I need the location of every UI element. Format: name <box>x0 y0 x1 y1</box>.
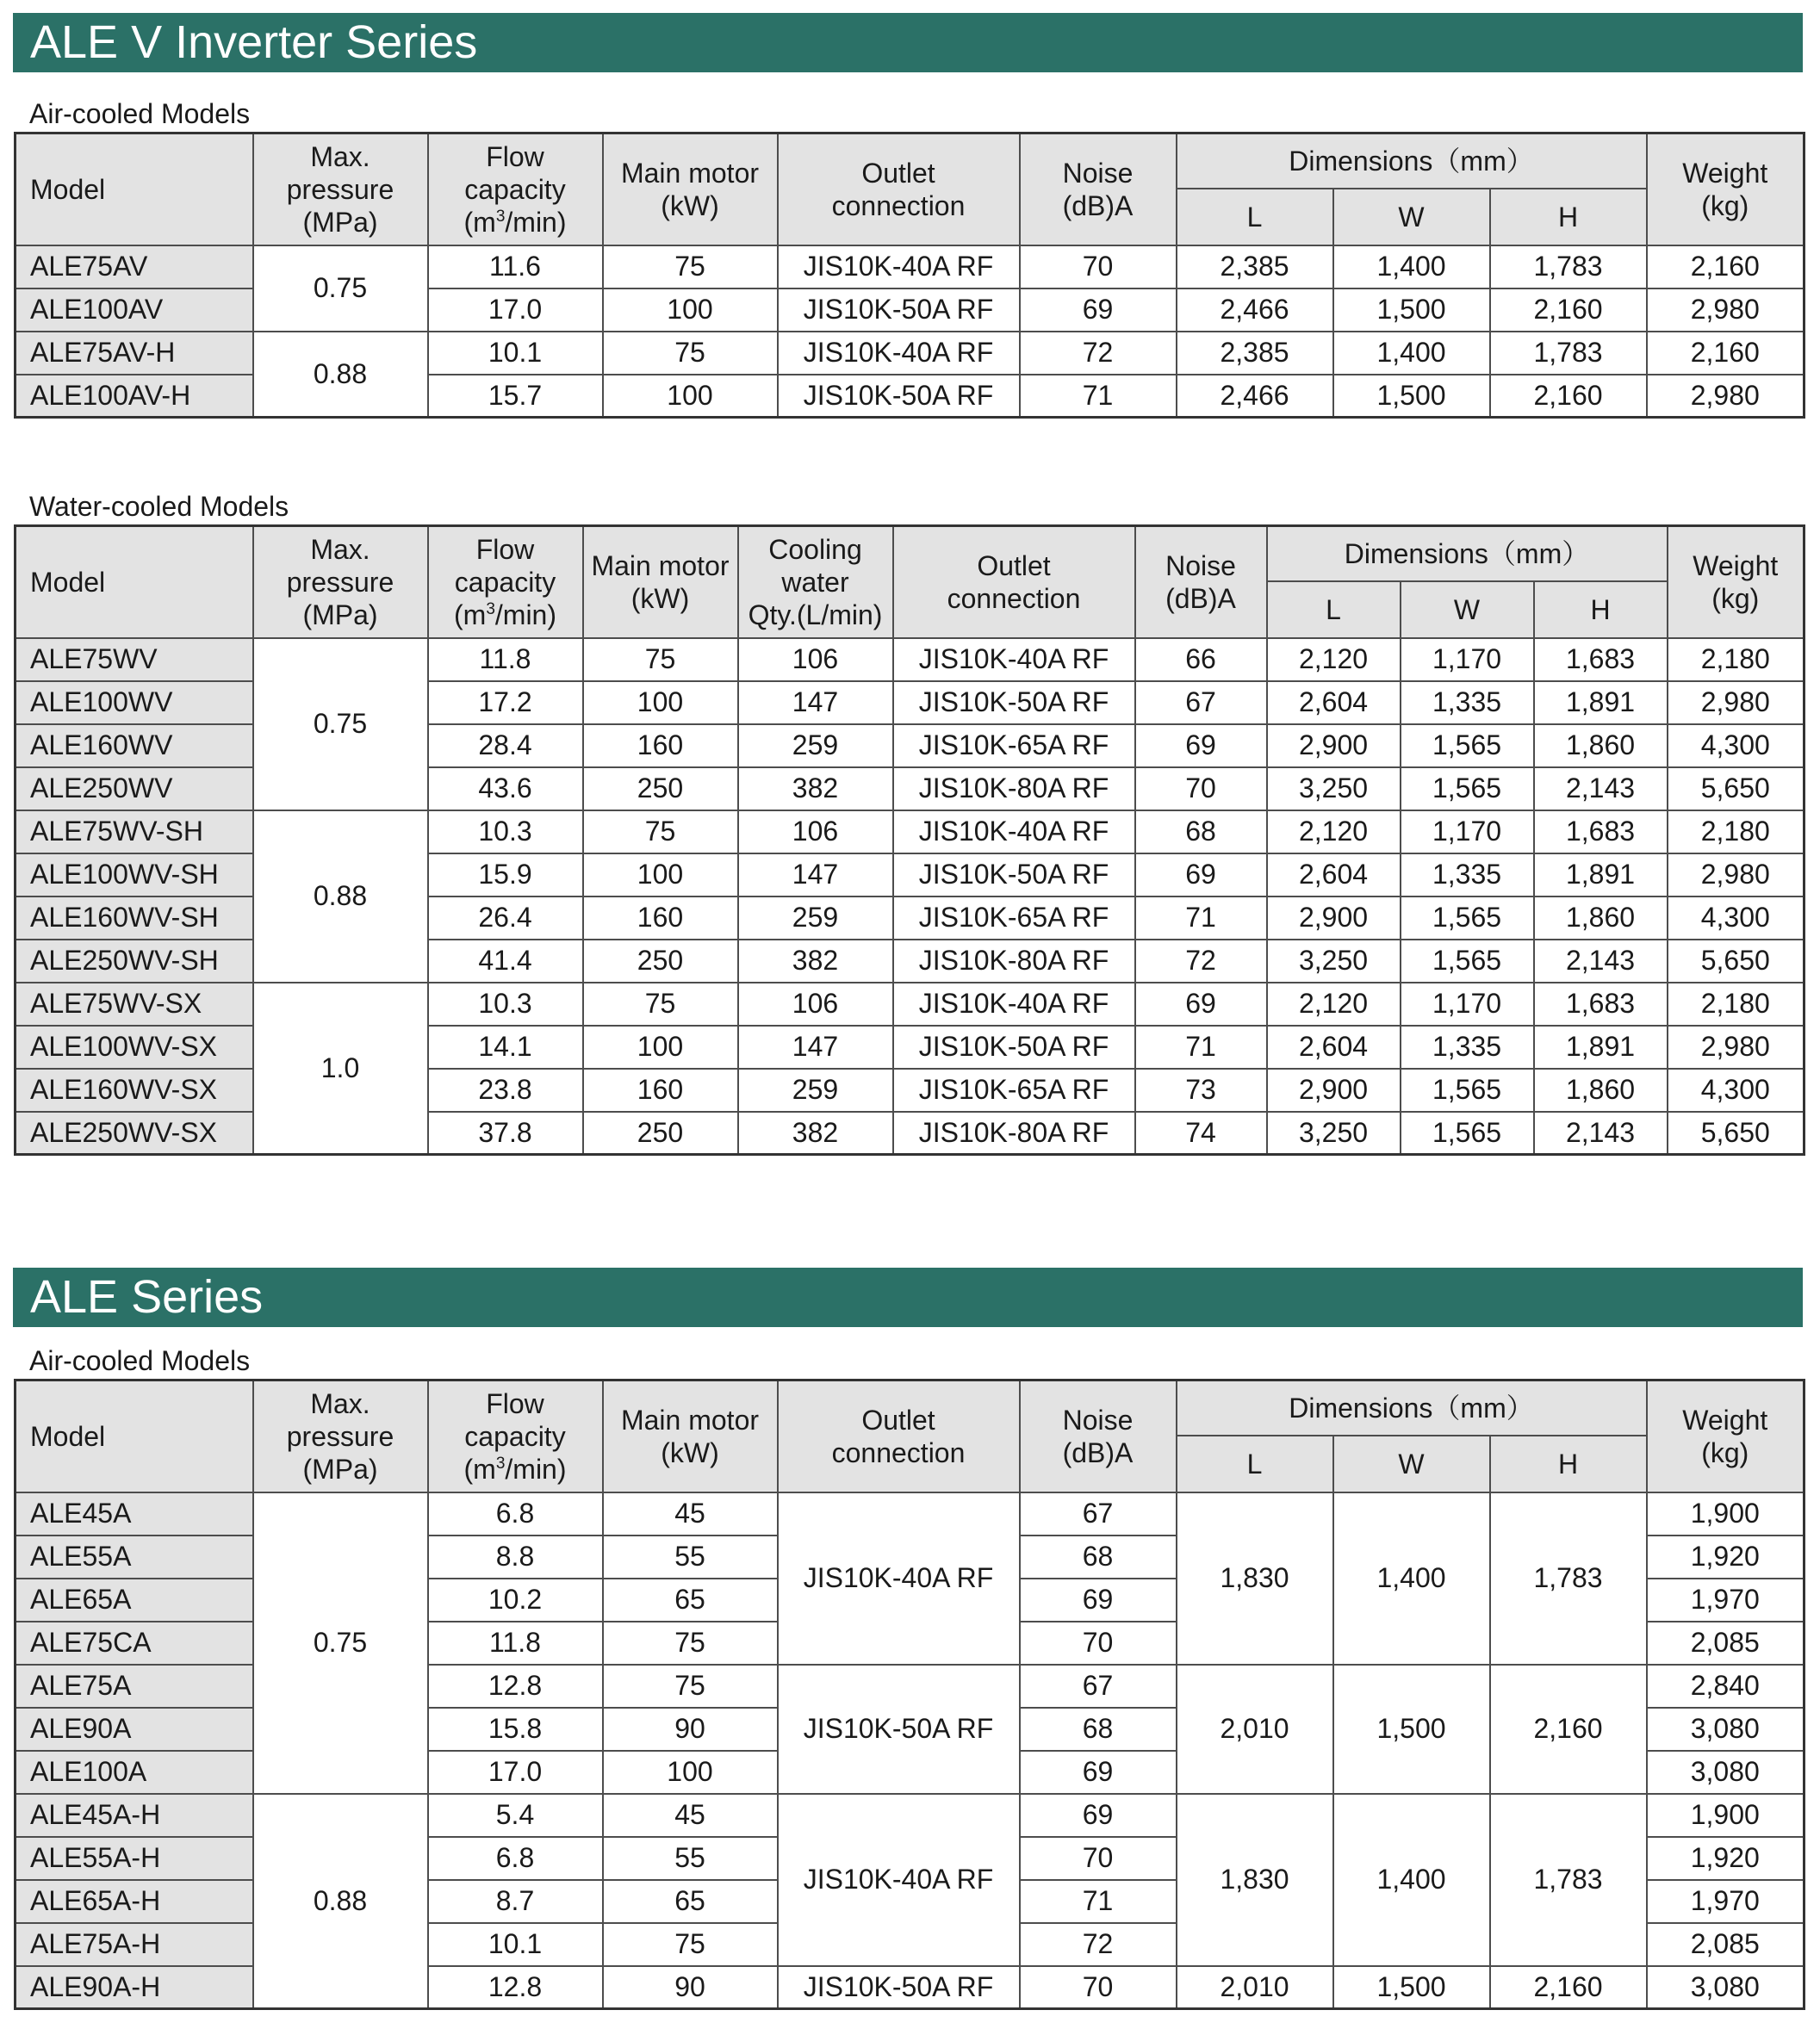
dim-l-cell: 2,466 <box>1177 288 1333 332</box>
noise-cell: 70 <box>1020 1622 1177 1665</box>
flow-cell: 10.1 <box>428 1923 603 1966</box>
dim-h-cell: 1,783 <box>1490 332 1647 375</box>
header-main-motor: Main motor (kW) <box>603 133 778 245</box>
flow-cell: 5.4 <box>428 1794 603 1837</box>
header-dimensions: Dimensions（mm） <box>1177 1380 1647 1436</box>
noise-cell: 69 <box>1135 724 1267 767</box>
header-noise: Noise (dB)A <box>1020 1380 1177 1492</box>
outlet-cell: JIS10K-40A RF <box>893 638 1135 681</box>
flow-cell: 43.6 <box>428 767 583 810</box>
dim-h-cell: 1,683 <box>1534 983 1668 1026</box>
dim-w-cell: 1,565 <box>1401 897 1534 940</box>
dim-h-cell: 2,143 <box>1534 767 1668 810</box>
weight-cell: 1,900 <box>1647 1794 1804 1837</box>
model-cell: ALE160WV-SX <box>16 1069 253 1112</box>
outlet-cell: JIS10K-40A RF <box>778 245 1020 288</box>
noise-cell: 66 <box>1135 638 1267 681</box>
dim-w-cell: 1,565 <box>1401 1069 1534 1112</box>
dim-h-cell: 1,891 <box>1534 853 1668 897</box>
motor-cell: 75 <box>603 332 778 375</box>
table-row <box>16 983 1804 1026</box>
flow-cell: 11.8 <box>428 638 583 681</box>
header-dimensions: Dimensions（mm） <box>1177 133 1647 189</box>
model-cell: ALE75A <box>16 1665 253 1708</box>
dim-l-cell: 2,900 <box>1267 897 1401 940</box>
subtitle-inverter-air: Air-cooled Models <box>29 98 251 129</box>
flow-cell: 26.4 <box>428 897 583 940</box>
noise-cell: 71 <box>1135 1026 1267 1069</box>
noise-cell: 73 <box>1135 1069 1267 1112</box>
model-cell: ALE75A-H <box>16 1923 253 1966</box>
noise-cell: 72 <box>1020 332 1177 375</box>
dim-h-cell: 1,683 <box>1534 810 1668 853</box>
weight-cell: 2,840 <box>1647 1665 1804 1708</box>
motor-cell: 90 <box>603 1966 778 2009</box>
flow-cell: 37.8 <box>428 1112 583 1155</box>
max-pressure-cell: 0.88 <box>253 810 428 983</box>
flow-cell: 15.9 <box>428 853 583 897</box>
header-dim-l: L <box>1177 1436 1333 1492</box>
weight-cell: 5,650 <box>1668 767 1804 810</box>
outlet-cell: JIS10K-80A RF <box>893 1112 1135 1155</box>
header-dim-l: L <box>1267 581 1401 638</box>
outlet-cell: JIS10K-50A RF <box>778 375 1020 418</box>
motor-cell: 45 <box>603 1492 778 1536</box>
table-row <box>16 810 1804 853</box>
header-dim-h: H <box>1490 1436 1647 1492</box>
noise-cell: 70 <box>1135 767 1267 810</box>
dim-h-cell: 1,683 <box>1534 638 1668 681</box>
header-outlet-connection: Outlet connection <box>893 526 1135 638</box>
dim-w-cell: 1,335 <box>1401 1026 1534 1069</box>
dim-h-cell: 1,860 <box>1534 724 1668 767</box>
table-body <box>16 245 1804 418</box>
flow-cell: 23.8 <box>428 1069 583 1112</box>
model-cell: ALE100AV <box>16 288 253 332</box>
weight-cell: 2,180 <box>1668 638 1804 681</box>
table-row <box>16 1794 1804 1837</box>
cooling-water-cell: 147 <box>738 1026 893 1069</box>
dim-w-cell: 1,170 <box>1401 810 1534 853</box>
weight-cell: 1,970 <box>1647 1880 1804 1923</box>
dim-h-cell: 2,160 <box>1490 1966 1647 2009</box>
noise-cell: 67 <box>1135 681 1267 724</box>
cooling-water-cell: 147 <box>738 853 893 897</box>
motor-cell: 250 <box>583 767 738 810</box>
cooling-water-cell: 382 <box>738 940 893 983</box>
max-pressure-cell: 0.88 <box>253 332 428 418</box>
motor-cell: 65 <box>603 1880 778 1923</box>
dim-l-cell: 2,604 <box>1267 853 1401 897</box>
noise-cell: 70 <box>1020 245 1177 288</box>
flow-cell: 17.0 <box>428 1751 603 1794</box>
header-outlet-connection: Outlet connection <box>778 1380 1020 1492</box>
header-max-pressure: Max. pressure (MPa) <box>253 133 428 245</box>
dim-h-cell: 1,783 <box>1490 245 1647 288</box>
dim-l-cell: 3,250 <box>1267 940 1401 983</box>
motor-cell: 45 <box>603 1794 778 1837</box>
cooling-water-cell: 259 <box>738 1069 893 1112</box>
weight-cell: 5,650 <box>1668 940 1804 983</box>
flow-cell: 12.8 <box>428 1665 603 1708</box>
header-flow-capacity: Flow capacity $(m^3/\min)$ <box>428 1380 603 1492</box>
motor-cell: 160 <box>583 897 738 940</box>
model-cell: ALE90A <box>16 1708 253 1751</box>
dim-w-cell: 1,565 <box>1401 767 1534 810</box>
motor-cell: 250 <box>583 1112 738 1155</box>
dim-l-cell: 2,010 <box>1177 1665 1333 1794</box>
subtitle-inverter-water: Water-cooled Models <box>29 491 289 522</box>
max-pressure-cell: 0.75 <box>253 638 428 810</box>
outlet-cell: JIS10K-50A RF <box>893 853 1135 897</box>
header-dim-l: L <box>1177 189 1333 245</box>
weight-cell: 1,920 <box>1647 1837 1804 1880</box>
dim-l-cell: 2,120 <box>1267 983 1401 1026</box>
motor-cell: 75 <box>583 810 738 853</box>
table-row <box>16 332 1804 375</box>
model-cell: ALE160WV-SH <box>16 897 253 940</box>
max-pressure-cell: 0.88 <box>253 1794 428 2009</box>
dim-l-cell: 3,250 <box>1267 1112 1401 1155</box>
header-weight: Weight (kg) <box>1647 133 1804 245</box>
header-outlet-connection: Outlet connection <box>778 133 1020 245</box>
flow-cell: 8.8 <box>428 1536 603 1579</box>
flow-cell: 8.7 <box>428 1880 603 1923</box>
model-cell: ALE75WV <box>16 638 253 681</box>
motor-cell: 100 <box>603 288 778 332</box>
dim-l-cell: 3,250 <box>1267 767 1401 810</box>
outlet-cell: JIS10K-80A RF <box>893 940 1135 983</box>
dim-h-cell: 2,160 <box>1490 288 1647 332</box>
spec-table-inverter-water <box>14 524 1805 1156</box>
outlet-cell: JIS10K-50A RF <box>778 1665 1020 1794</box>
table-body <box>16 638 1804 1155</box>
dim-l-cell: 1,830 <box>1177 1492 1333 1665</box>
table-body <box>16 1492 1804 2009</box>
cooling-water-cell: 259 <box>738 724 893 767</box>
header-dim-w: W <box>1333 189 1490 245</box>
outlet-cell: JIS10K-65A RF <box>893 897 1135 940</box>
dim-l-cell: 2,010 <box>1177 1966 1333 2009</box>
motor-cell: 55 <box>603 1837 778 1880</box>
model-cell: ALE75AV <box>16 245 253 288</box>
flow-cell: 10.3 <box>428 983 583 1026</box>
dim-h-cell: 1,891 <box>1534 1026 1668 1069</box>
dim-l-cell: 2,385 <box>1177 245 1333 288</box>
dim-w-cell: 1,500 <box>1333 375 1490 418</box>
flow-cell: 10.2 <box>428 1579 603 1622</box>
dim-w-cell: 1,565 <box>1401 724 1534 767</box>
dim-h-cell: 2,143 <box>1534 940 1668 983</box>
model-cell: ALE250WV-SH <box>16 940 253 983</box>
model-cell: ALE160WV <box>16 724 253 767</box>
noise-cell: 68 <box>1020 1708 1177 1751</box>
table-row <box>16 245 1804 288</box>
model-cell: ALE55A <box>16 1536 253 1579</box>
subtitle-ale-air: Air-cooled Models <box>29 1345 251 1376</box>
model-cell: ALE100AV-H <box>16 375 253 418</box>
max-pressure-cell: 1.0 <box>253 983 428 1155</box>
max-pressure-cell: 0.75 <box>253 1492 428 1794</box>
noise-cell: 71 <box>1135 897 1267 940</box>
flow-cell: 10.1 <box>428 332 603 375</box>
section-title-inverter: ALE V Inverter Series <box>13 13 1803 72</box>
cooling-water-cell: 106 <box>738 638 893 681</box>
cooling-water-cell: 106 <box>738 810 893 853</box>
header-model: Model <box>16 133 253 245</box>
outlet-cell: JIS10K-80A RF <box>893 767 1135 810</box>
header-dim-h: H <box>1534 581 1668 638</box>
header-main-motor: Main motor (kW) <box>603 1380 778 1492</box>
motor-cell: 75 <box>603 1622 778 1665</box>
motor-cell: 160 <box>583 724 738 767</box>
dim-l-cell: 2,900 <box>1267 1069 1401 1112</box>
weight-cell: 2,180 <box>1668 983 1804 1026</box>
outlet-cell: JIS10K-40A RF <box>778 1794 1020 1966</box>
weight-cell: 2,160 <box>1647 332 1804 375</box>
weight-cell: 1,970 <box>1647 1579 1804 1622</box>
dim-h-cell: 2,160 <box>1490 1665 1647 1794</box>
dim-w-cell: 1,565 <box>1401 940 1534 983</box>
noise-cell: 74 <box>1135 1112 1267 1155</box>
dim-w-cell: 1,400 <box>1333 1492 1490 1665</box>
model-cell: ALE45A <box>16 1492 253 1536</box>
outlet-cell: JIS10K-50A RF <box>893 1026 1135 1069</box>
table-row <box>16 1492 1804 1536</box>
motor-cell: 100 <box>603 1751 778 1794</box>
header-max-pressure: Max. pressure (MPa) <box>253 1380 428 1492</box>
header-model: Model <box>16 526 253 638</box>
outlet-cell: JIS10K-40A RF <box>893 810 1135 853</box>
header-flow-capacity: Flow capacity $(m^3/\min)$ <box>428 526 583 638</box>
noise-cell: 72 <box>1135 940 1267 983</box>
model-cell: ALE75AV-H <box>16 332 253 375</box>
noise-cell: 69 <box>1020 1579 1177 1622</box>
outlet-cell: JIS10K-50A RF <box>778 1966 1020 2009</box>
section-title-ale: ALE Series <box>13 1268 1803 1327</box>
cooling-water-cell: 382 <box>738 1112 893 1155</box>
dim-h-cell: 1,783 <box>1490 1492 1647 1665</box>
header-model: Model <box>16 1380 253 1492</box>
flow-cell: 11.8 <box>428 1622 603 1665</box>
motor-cell: 65 <box>603 1579 778 1622</box>
model-cell: ALE100WV-SX <box>16 1026 253 1069</box>
noise-cell: 67 <box>1020 1492 1177 1536</box>
weight-cell: 5,650 <box>1668 1112 1804 1155</box>
model-cell: ALE55A-H <box>16 1837 253 1880</box>
model-cell: ALE100WV <box>16 681 253 724</box>
flow-cell: 10.3 <box>428 810 583 853</box>
noise-cell: 69 <box>1020 288 1177 332</box>
dim-h-cell: 1,891 <box>1534 681 1668 724</box>
dim-l-cell: 2,120 <box>1267 810 1401 853</box>
dim-w-cell: 1,500 <box>1333 1966 1490 2009</box>
weight-cell: 3,080 <box>1647 1708 1804 1751</box>
dim-l-cell: 2,466 <box>1177 375 1333 418</box>
header-noise: Noise (dB)A <box>1135 526 1267 638</box>
weight-cell: 2,980 <box>1647 288 1804 332</box>
flow-cell: 11.6 <box>428 245 603 288</box>
flow-cell: 17.2 <box>428 681 583 724</box>
motor-cell: 100 <box>583 1026 738 1069</box>
header-weight: Weight (kg) <box>1668 526 1804 638</box>
header-cooling-water: Cooling water Qty.(L/min) <box>738 526 893 638</box>
spec-table-ale-air <box>14 1379 1805 2010</box>
flow-cell: 6.8 <box>428 1837 603 1880</box>
weight-cell: 2,980 <box>1647 375 1804 418</box>
model-cell: ALE75WV-SX <box>16 983 253 1026</box>
weight-cell: 2,085 <box>1647 1923 1804 1966</box>
noise-cell: 69 <box>1135 853 1267 897</box>
flow-cell: 28.4 <box>428 724 583 767</box>
header-weight: Weight (kg) <box>1647 1380 1804 1492</box>
weight-cell: 3,080 <box>1647 1751 1804 1794</box>
dim-h-cell: 1,783 <box>1490 1794 1647 1966</box>
dim-w-cell: 1,565 <box>1401 1112 1534 1155</box>
motor-cell: 75 <box>583 983 738 1026</box>
model-cell: ALE65A <box>16 1579 253 1622</box>
noise-cell: 71 <box>1020 375 1177 418</box>
weight-cell: 2,980 <box>1668 681 1804 724</box>
weight-cell: 3,080 <box>1647 1966 1804 2009</box>
flow-cell: 6.8 <box>428 1492 603 1536</box>
flow-cell: 15.7 <box>428 375 603 418</box>
dim-w-cell: 1,400 <box>1333 332 1490 375</box>
weight-cell: 4,300 <box>1668 897 1804 940</box>
outlet-cell: JIS10K-65A RF <box>893 1069 1135 1112</box>
model-cell: ALE90A-H <box>16 1966 253 2009</box>
dim-l-cell: 2,385 <box>1177 332 1333 375</box>
noise-cell: 69 <box>1020 1794 1177 1837</box>
dim-l-cell: 1,830 <box>1177 1794 1333 1966</box>
dim-l-cell: 2,604 <box>1267 1026 1401 1069</box>
motor-cell: 100 <box>583 681 738 724</box>
dim-h-cell: 2,160 <box>1490 375 1647 418</box>
model-cell: ALE45A-H <box>16 1794 253 1837</box>
dim-w-cell: 1,500 <box>1333 288 1490 332</box>
cooling-water-cell: 259 <box>738 897 893 940</box>
flow-cell: 17.0 <box>428 288 603 332</box>
weight-cell: 1,900 <box>1647 1492 1804 1536</box>
dim-l-cell: 2,604 <box>1267 681 1401 724</box>
header-main-motor: Main motor (kW) <box>583 526 738 638</box>
weight-cell: 2,980 <box>1668 1026 1804 1069</box>
dim-w-cell: 1,500 <box>1333 1665 1490 1794</box>
dim-w-cell: 1,335 <box>1401 681 1534 724</box>
model-cell: ALE75CA <box>16 1622 253 1665</box>
cooling-water-cell: 106 <box>738 983 893 1026</box>
motor-cell: 250 <box>583 940 738 983</box>
noise-cell: 67 <box>1020 1665 1177 1708</box>
noise-cell: 71 <box>1020 1880 1177 1923</box>
outlet-cell: JIS10K-40A RF <box>778 1492 1020 1665</box>
table-row <box>16 638 1804 681</box>
weight-cell: 2,180 <box>1668 810 1804 853</box>
weight-cell: 2,980 <box>1668 853 1804 897</box>
model-cell: ALE250WV-SX <box>16 1112 253 1155</box>
dim-l-cell: 2,120 <box>1267 638 1401 681</box>
flow-cell: 15.8 <box>428 1708 603 1751</box>
cooling-water-cell: 382 <box>738 767 893 810</box>
motor-cell: 160 <box>583 1069 738 1112</box>
flow-cell: 41.4 <box>428 940 583 983</box>
flow-cell: 14.1 <box>428 1026 583 1069</box>
dim-w-cell: 1,170 <box>1401 983 1534 1026</box>
header-dim-w: W <box>1333 1436 1490 1492</box>
weight-cell: 1,920 <box>1647 1536 1804 1579</box>
dim-w-cell: 1,335 <box>1401 853 1534 897</box>
motor-cell: 90 <box>603 1708 778 1751</box>
weight-cell: 2,085 <box>1647 1622 1804 1665</box>
motor-cell: 75 <box>583 638 738 681</box>
motor-cell: 75 <box>603 1665 778 1708</box>
dim-w-cell: 1,400 <box>1333 245 1490 288</box>
dim-h-cell: 2,143 <box>1534 1112 1668 1155</box>
spec-table-inverter-air <box>14 132 1805 419</box>
dim-w-cell: 1,400 <box>1333 1794 1490 1966</box>
noise-cell: 68 <box>1020 1536 1177 1579</box>
header-dimensions: Dimensions（mm） <box>1267 526 1668 581</box>
model-cell: ALE75WV-SH <box>16 810 253 853</box>
model-cell: ALE100WV-SH <box>16 853 253 897</box>
motor-cell: 100 <box>603 375 778 418</box>
cooling-water-cell: 147 <box>738 681 893 724</box>
max-pressure-cell: 0.75 <box>253 245 428 332</box>
weight-cell: 2,160 <box>1647 245 1804 288</box>
noise-cell: 70 <box>1020 1966 1177 2009</box>
header-dim-w: W <box>1401 581 1534 638</box>
header-dim-h: H <box>1490 189 1647 245</box>
dim-l-cell: 2,900 <box>1267 724 1401 767</box>
outlet-cell: JIS10K-65A RF <box>893 724 1135 767</box>
noise-cell: 72 <box>1020 1923 1177 1966</box>
dim-h-cell: 1,860 <box>1534 897 1668 940</box>
dim-h-cell: 1,860 <box>1534 1069 1668 1112</box>
noise-cell: 69 <box>1135 983 1267 1026</box>
noise-cell: 69 <box>1020 1751 1177 1794</box>
outlet-cell: JIS10K-40A RF <box>893 983 1135 1026</box>
header-flow-capacity: Flow capacity $(m^3/\min)$ <box>428 133 603 245</box>
outlet-cell: JIS10K-50A RF <box>778 288 1020 332</box>
motor-cell: 75 <box>603 245 778 288</box>
model-cell: ALE65A-H <box>16 1880 253 1923</box>
header-max-pressure: Max. pressure (MPa) <box>253 526 428 638</box>
model-cell: ALE250WV <box>16 767 253 810</box>
noise-cell: 68 <box>1135 810 1267 853</box>
outlet-cell: JIS10K-50A RF <box>893 681 1135 724</box>
weight-cell: 4,300 <box>1668 1069 1804 1112</box>
outlet-cell: JIS10K-40A RF <box>778 332 1020 375</box>
motor-cell: 75 <box>603 1923 778 1966</box>
model-cell: ALE100A <box>16 1751 253 1794</box>
weight-cell: 4,300 <box>1668 724 1804 767</box>
flow-cell: 12.8 <box>428 1966 603 2009</box>
motor-cell: 100 <box>583 853 738 897</box>
noise-cell: 70 <box>1020 1837 1177 1880</box>
header-noise: Noise (dB)A <box>1020 133 1177 245</box>
motor-cell: 55 <box>603 1536 778 1579</box>
dim-w-cell: 1,170 <box>1401 638 1534 681</box>
